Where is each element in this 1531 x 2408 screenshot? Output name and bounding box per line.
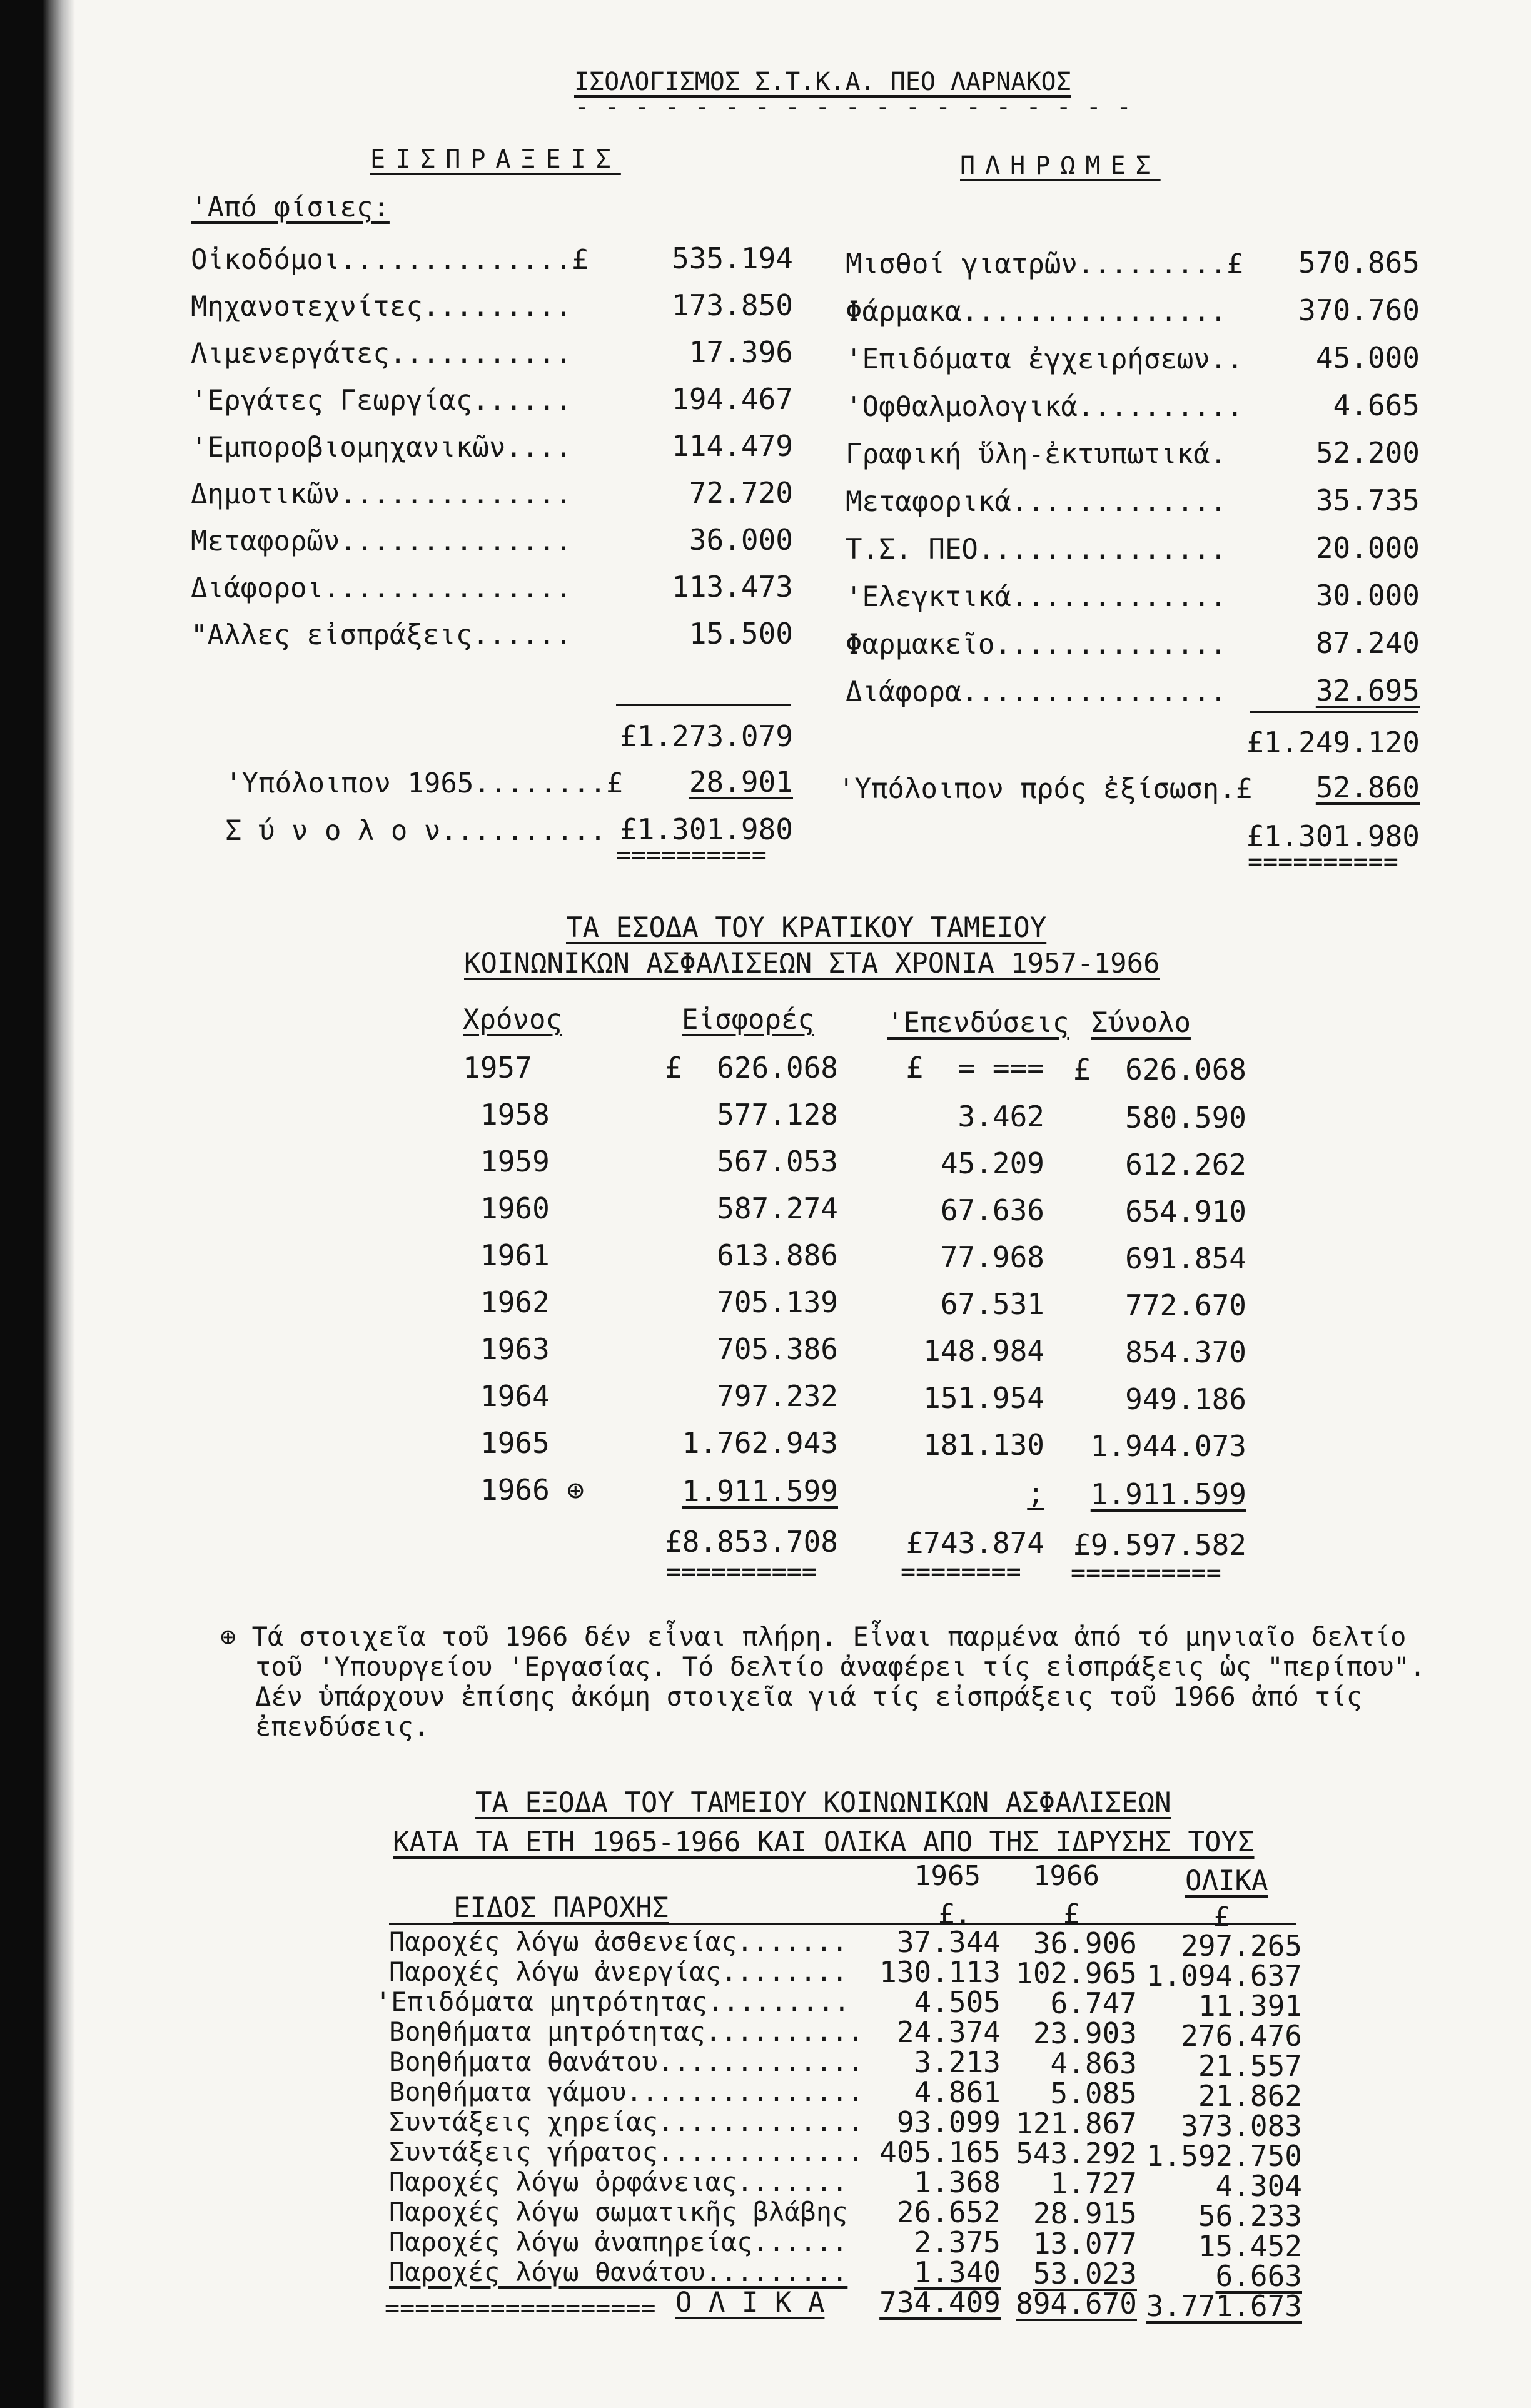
- receipts-balance-label: 'Υπόλοιπον 1965........£: [225, 767, 623, 799]
- expense-1966: 6.747: [1050, 1986, 1137, 2020]
- revenue-title-1: ΤΑ ΕΣΟΔΑ ΤΟΥ ΚΡΑΤΙΚΟΥ ΤΑΜΕΙΟΥ: [566, 912, 1047, 944]
- revenue-year: 1957: [463, 1051, 532, 1085]
- revenue-total: 949.186: [1125, 1382, 1246, 1416]
- expense-1965: 4.861: [914, 2075, 1001, 2109]
- expenses-total-1965: 734.409: [879, 2285, 1001, 2319]
- expense-total: 1.592.750: [1146, 2139, 1302, 2173]
- expense-total: 15.452: [1198, 2229, 1302, 2263]
- page-title: ΙΣΟΛΟΓΙΣΜΟΣ Σ.Τ.Κ.Α. ΠΕΟ ΛΑΡΝΑΚΟΣ: [574, 68, 1071, 96]
- revenue-year: 1961: [480, 1238, 550, 1272]
- expenses-total-1966: 894.670: [1016, 2287, 1137, 2320]
- expense-1965: 3.213: [914, 2045, 1001, 2079]
- revenue-invest: 77.968: [940, 1240, 1044, 1274]
- expense-total: 297.265: [1181, 1929, 1302, 1963]
- receipts-balance-value: 28.901: [689, 765, 793, 799]
- receipts-heading: ΕΙΣΠΡΑΞΕΙΣ: [370, 145, 621, 174]
- expense-total: 276.476: [1181, 2019, 1302, 2053]
- payment-value: 45.000: [1315, 341, 1420, 375]
- revenue-total: 612.262: [1125, 1148, 1246, 1181]
- payment-label: 'Ελεγκτικά.............: [846, 581, 1227, 613]
- receipt-label: 'Εμποροβιομηχανικῶν....: [191, 432, 572, 463]
- expenses-col-kind: ΕΙΔΟΣ ΠΑΡΟΧΗΣ: [453, 1892, 669, 1924]
- expenses-title-2: ΚΑΤΑ ΤΑ ΕΤΗ 1965-1966 ΚΑΙ ΟΛΙΚΑ ΑΠΟ ΤΗΣ ΙΔΡΥΣΗΣ ΤΟΥΣ: [393, 1826, 1255, 1858]
- revenue-total: 691.854: [1125, 1242, 1246, 1275]
- revenue-total: 854.370: [1125, 1335, 1246, 1369]
- payment-value: 370.760: [1298, 293, 1420, 327]
- revenue-invest: 67.636: [940, 1193, 1044, 1227]
- expense-label: Παροχές λόγω ἀναπηρείας......: [389, 2227, 848, 2257]
- revenue-invest: 45.209: [940, 1146, 1044, 1180]
- expense-1965: 130.113: [879, 1955, 1001, 1989]
- payment-label: Τ.Σ. ΠΕΟ...............: [846, 534, 1227, 565]
- expense-label: Παροχές λόγω ἀνεργίας........: [389, 1956, 848, 1987]
- receipt-value: 15.500: [689, 617, 793, 650]
- expense-1966: 121.867: [1016, 2107, 1137, 2140]
- expenses-total-total: 3.771.673: [1146, 2289, 1302, 2323]
- revenue-total-contrib: £8.853.708: [665, 1525, 838, 1559]
- expense-label: Παροχές λόγω ἀσθενείας.......: [389, 1926, 848, 1957]
- expense-1966: 543.292: [1016, 2137, 1137, 2170]
- payment-label: Φαρμακεῖο..............: [846, 629, 1227, 660]
- expense-1966: 13.077: [1033, 2227, 1137, 2260]
- payment-label: Γραφική ὕλη-ἐκτυπωτικά.: [846, 438, 1227, 470]
- payments-heading: ΠΛΗΡΩΜΕΣ: [960, 151, 1161, 180]
- receipts-total-value: £1.301.980: [620, 812, 793, 846]
- expense-1965: 1.368: [914, 2165, 1001, 2199]
- revenue-total: 1.944.073: [1090, 1429, 1246, 1463]
- expenses-col-total: ΟΛΙΚΑ: [1185, 1865, 1268, 1897]
- expense-1965: 26.652: [896, 2195, 1001, 2229]
- expense-total: 6.663: [1215, 2259, 1302, 2293]
- receipts-total-label: Σ ύ ν ο λ ο ν..........: [225, 815, 607, 847]
- expense-label: Παροχές λόγω θανάτου.........: [389, 2257, 848, 2287]
- expense-1965: 93.099: [896, 2105, 1001, 2139]
- revenue-year: 1962: [480, 1285, 550, 1319]
- payment-value: 4.665: [1333, 388, 1420, 422]
- revenue-header-contrib: Εἰσφορές: [682, 1004, 814, 1036]
- payment-value: 20.000: [1315, 531, 1420, 565]
- revenue-invest: 148.984: [923, 1334, 1044, 1368]
- receipt-label: "Αλλες εἰσπράξεις......: [191, 619, 572, 651]
- receipt-value: 173.850: [672, 288, 793, 322]
- expense-label: Παροχές λόγω ὀρφάνειας.......: [389, 2167, 848, 2197]
- footnote-line-3: Δέν ὑπάρχουν ἐπίσης ἀκόμη στοιχεῖα γιά τίς εἰσπράξεις τοῦ 1966 ἀπό τίς: [255, 1681, 1363, 1712]
- revenue-year: 1960: [480, 1191, 550, 1225]
- receipt-value: 36.000: [689, 523, 793, 557]
- payment-value: 30.000: [1315, 579, 1420, 612]
- revenue-total: 1.911.599: [1090, 1477, 1246, 1511]
- expense-label: 'Επιδόματα μητρότητας.........: [375, 1986, 850, 2017]
- expense-label: Βοηθήματα μητρότητας..........: [389, 2016, 864, 2047]
- payment-value: 87.240: [1315, 626, 1420, 660]
- payment-label: 'Επιδόματα ἐγχειρήσεων..: [846, 343, 1243, 375]
- revenue-contrib: 1.762.943: [682, 1426, 838, 1460]
- revenue-invest: 3.462: [958, 1100, 1044, 1133]
- revenue-year: 1958: [480, 1098, 550, 1131]
- expense-total: 373.083: [1181, 2109, 1302, 2143]
- expense-1965: 2.375: [914, 2225, 1001, 2259]
- payment-label: Φάρμακα................: [846, 296, 1227, 328]
- payment-label: Μισθοί γιατρῶν.........£: [846, 248, 1243, 280]
- revenue-contrib: 577.128: [717, 1098, 838, 1131]
- receipts-double-rule: ==========: [616, 841, 767, 870]
- receipts-subtotal-rule: [616, 704, 791, 706]
- expense-1966: 28.915: [1033, 2197, 1137, 2230]
- receipt-value: 114.479: [672, 429, 793, 463]
- expense-1966: 102.965: [1016, 1956, 1137, 1990]
- receipt-label: Μηχανοτεχνίτες.........: [191, 291, 572, 323]
- expense-label: Παροχές λόγω σωματικῆς βλάβης: [389, 2197, 848, 2227]
- payment-value: 570.865: [1298, 246, 1420, 280]
- expense-total: 21.862: [1198, 2079, 1302, 2113]
- expense-total: 11.391: [1198, 1989, 1302, 2023]
- revenue-invest: 181.130: [923, 1428, 1044, 1462]
- revenue-total: 580.590: [1125, 1101, 1246, 1135]
- revenue-contrib: 613.886: [717, 1238, 838, 1272]
- revenue-contrib: 797.232: [717, 1379, 838, 1413]
- receipt-label: 'Εργάτες Γεωργίας......: [191, 385, 572, 417]
- receipt-label: Οἰκοδόμοι..............£: [191, 244, 589, 276]
- expense-1965: 4.505: [914, 1985, 1001, 2019]
- payments-double-rule: ==========: [1248, 847, 1398, 876]
- expense-1965: 37.344: [896, 1925, 1001, 1959]
- payments-balance-value: 52.860: [1315, 771, 1420, 804]
- payment-value: 52.200: [1315, 436, 1420, 470]
- expense-label: Συντάξεις χηρείας.............: [389, 2107, 864, 2137]
- receipts-subheading: 'Από φίσιες:: [191, 191, 390, 223]
- expense-label: Βοηθήματα θανάτου.............: [389, 2046, 864, 2077]
- receipt-value: 113.473: [672, 570, 793, 604]
- expenses-title-1: ΤΑ ΕΞΟΔΑ ΤΟΥ ΤΑΜΕΙΟΥ ΚΟΙΝΩΝΙΚΩΝ ΑΣΦΑΛΙΣΕΩΝ: [475, 1787, 1171, 1819]
- expense-1966: 23.903: [1033, 2016, 1137, 2050]
- revenue-contrib: 567.053: [717, 1145, 838, 1178]
- expenses-header-rule: [389, 1923, 1296, 1925]
- revenue-contrib: 587.274: [717, 1191, 838, 1225]
- receipt-value: 72.720: [689, 476, 793, 510]
- payment-label: 'Οφθαλμολογικά..........: [846, 391, 1243, 423]
- revenue-invest: 151.954: [923, 1381, 1044, 1415]
- revenue-contrib: 1.911.599: [682, 1474, 838, 1508]
- expense-1966: 5.085: [1050, 2077, 1137, 2110]
- revenue-total: 772.670: [1125, 1288, 1246, 1322]
- expense-total: 21.557: [1198, 2049, 1302, 2083]
- expense-total: 56.233: [1198, 2199, 1302, 2233]
- expenses-col-1966: 1966: [1033, 1860, 1099, 1892]
- receipt-label: Δημοτικῶν..............: [191, 478, 572, 510]
- revenue-double-rule-invest: ========: [901, 1557, 1021, 1586]
- expense-total: 1.094.637: [1146, 1959, 1302, 1993]
- receipt-value: 535.194: [672, 241, 793, 275]
- revenue-header-invest: 'Επενδύσεις: [887, 1007, 1069, 1039]
- expense-label: Συντάξεις γήρατος.............: [389, 2137, 864, 2167]
- revenue-year: 1964: [480, 1379, 550, 1413]
- expense-1966: 36.906: [1033, 1926, 1137, 1960]
- revenue-header-year: Χρόνος: [463, 1004, 562, 1036]
- revenue-total: £ 626.068: [1073, 1053, 1246, 1086]
- revenue-header-total: Σύνολο: [1091, 1007, 1191, 1039]
- revenue-double-rule-contrib: ==========: [666, 1557, 817, 1586]
- revenue-contrib: 705.139: [717, 1285, 838, 1319]
- revenue-title-2: ΚΟΙΝΩΝΙΚΩΝ ΑΣΦΑΛΙΣΕΩΝ ΣΤΑ ΧΡΟΝΙΑ 1957-1966: [464, 948, 1160, 979]
- expense-label: Βοηθήματα γάμου...............: [389, 2077, 864, 2107]
- title-dashes: - - - - - - - - - - - - - - - - - - -: [574, 93, 1132, 121]
- expense-1965: 1.340: [914, 2255, 1001, 2289]
- expenses-currency-total: £: [1213, 1901, 1230, 1933]
- revenue-contrib: £ 626.068: [665, 1051, 838, 1085]
- revenue-year: 1966 ⊕: [480, 1473, 585, 1507]
- revenue-invest: ;: [1027, 1476, 1044, 1510]
- payment-value: 35.735: [1315, 483, 1420, 517]
- payments-balance-label: 'Υπόλοιπον πρός ἐξίσωση.£: [838, 773, 1253, 805]
- expense-total: 4.304: [1215, 2169, 1302, 2203]
- revenue-total: 654.910: [1125, 1195, 1246, 1228]
- revenue-total-total: £9.597.582: [1073, 1528, 1246, 1562]
- receipts-subtotal: £1.273.079: [620, 719, 793, 753]
- expenses-currency-1966: £: [1063, 1898, 1080, 1930]
- payments-subtotal: £1.249.120: [1246, 726, 1420, 759]
- revenue-total-invest: £743.874: [906, 1526, 1044, 1560]
- receipt-label: Διάφοροι...............: [191, 572, 572, 604]
- expense-1965: 24.374: [896, 2015, 1001, 2049]
- receipt-value: 194.467: [672, 382, 793, 416]
- footnote-line-1: ⊕ Τά στοιχεῖα τοῦ 1966 δέν εἶναι πλήρη. Εἶναι παρμένα ἀπό τό μηνιαῖο δελτίο: [220, 1621, 1407, 1652]
- payment-label: Διάφορα................: [846, 676, 1227, 708]
- revenue-invest: £ = ===: [906, 1051, 1044, 1085]
- expense-1965: 405.165: [879, 2135, 1001, 2169]
- receipt-label: Λιμενεργάτες...........: [191, 338, 572, 370]
- payment-label: Μεταφορικά.............: [846, 486, 1227, 518]
- expense-1966: 53.023: [1033, 2257, 1137, 2290]
- revenue-contrib: 705.386: [717, 1332, 838, 1366]
- payment-value: 32.695: [1315, 674, 1420, 707]
- footnote-line-4: ἐπενδύσεις.: [255, 1711, 430, 1742]
- expenses-currency-1965: £.: [938, 1898, 971, 1930]
- footnote-line-2: τοῦ 'Υπουργείου 'Εργασίας. Τό δελτίο ἀναφέρει τίς εἰσπράξεις ὡς "περίπου".: [255, 1651, 1426, 1682]
- revenue-year: 1963: [480, 1332, 550, 1366]
- expense-1966: 4.863: [1050, 2046, 1137, 2080]
- revenue-double-rule-total: ==========: [1071, 1559, 1221, 1587]
- payments-total-value: £1.301.980: [1246, 819, 1420, 853]
- revenue-year: 1959: [480, 1145, 550, 1178]
- expenses-col-1965: 1965: [914, 1860, 981, 1892]
- payments-subtotal-rule: [1250, 711, 1418, 713]
- expense-1966: 1.727: [1050, 2167, 1137, 2200]
- receipt-label: Μεταφορῶν..............: [191, 525, 572, 557]
- expenses-rule-left: ==================: [385, 2294, 656, 2323]
- expenses-totals-label: Ο Λ Ι Κ Α: [675, 2287, 825, 2319]
- revenue-invest: 67.531: [940, 1287, 1044, 1321]
- receipt-value: 17.396: [689, 335, 793, 369]
- revenue-year: 1965: [480, 1426, 550, 1460]
